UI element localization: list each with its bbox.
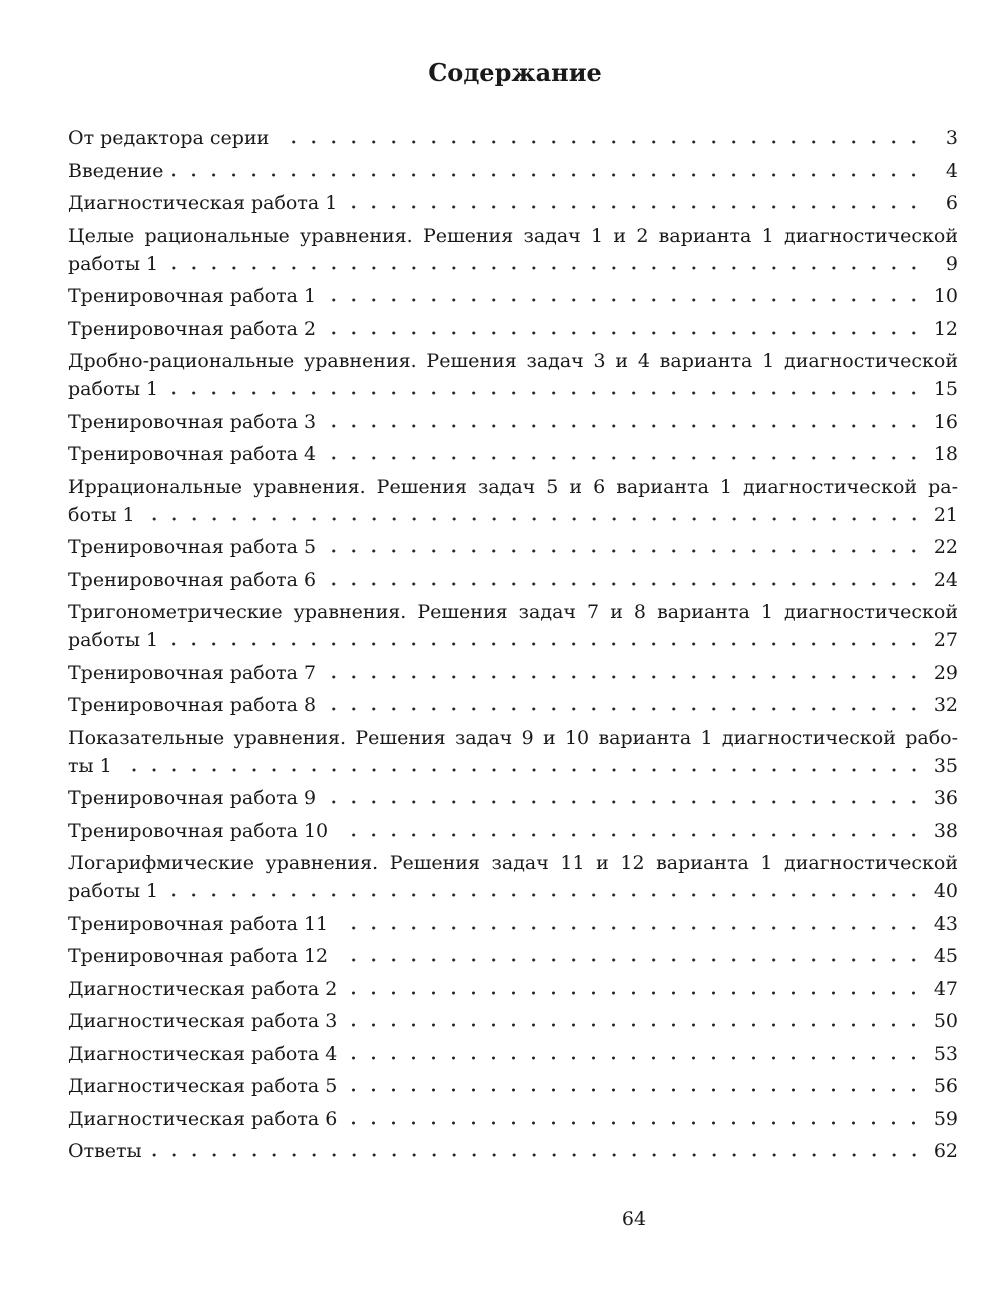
toc-entry-page: 47: [933, 977, 958, 1000]
dot-leader: [324, 298, 924, 302]
toc-entry-line: [68, 1072, 958, 1100]
toc-entry-title: работы 1: [68, 629, 159, 651]
toc-entry[interactable]: [68, 598, 958, 654]
toc-entry-line: [68, 375, 958, 403]
toc-entry-title: Введение: [68, 159, 164, 182]
toc-entry-line: [68, 250, 958, 278]
dot-leader: [150, 1153, 924, 1157]
toc-entry-line: [68, 1007, 958, 1035]
toc-entry-title: Тренировочная работа 10: [68, 819, 329, 842]
toc-entry-line: [68, 533, 958, 561]
toc-entry-page: 59: [933, 1107, 958, 1130]
toc-entry[interactable]: [68, 473, 958, 529]
toc-entry[interactable]: [68, 1007, 958, 1035]
toc-entry-page: 35: [933, 754, 958, 777]
toc-entry-title-line: Дробно-рациональные уравнения. Решения задач 3 и 4 варианта 1 диагностической: [68, 350, 958, 372]
toc-entry-page: 40: [933, 880, 958, 902]
dot-leader: [336, 833, 924, 837]
toc-entry-page: 10: [933, 285, 958, 307]
toc-entry-page: 4: [945, 159, 958, 182]
dot-leader: [166, 266, 924, 270]
toc-entry-line: [68, 501, 958, 529]
toc-entry[interactable]: [68, 975, 958, 1003]
toc-entry-page: 45: [933, 945, 958, 967]
dot-leader: [324, 675, 924, 679]
toc-entry-title: Тренировочная работа 6: [68, 568, 317, 591]
dot-leader: [324, 582, 924, 586]
toc-entry[interactable]: [68, 691, 958, 719]
toc-entry-page: 22: [933, 536, 958, 558]
toc-entry-title: Диагностическая работа 4: [68, 1042, 338, 1065]
toc-entry-title: работы 1: [68, 880, 159, 902]
table-of-contents: [68, 124, 958, 1170]
toc-entry-title: Тренировочная работа 2: [68, 317, 317, 340]
toc-entry-page: 12: [933, 317, 958, 340]
toc-entry-title: Тренировочная работа 9: [68, 787, 317, 809]
toc-entry-page: 24: [933, 568, 958, 591]
toc-entry[interactable]: [68, 189, 958, 217]
toc-entry-title: Тренировочная работа 8: [68, 694, 317, 716]
page-number: 64: [621, 1208, 647, 1230]
toc-entry-page: 50: [933, 1010, 958, 1032]
toc-entry-page: 6: [945, 192, 958, 214]
toc-entry-line: [68, 877, 958, 905]
toc-entry-title: Диагностическая работа 1: [68, 192, 338, 214]
toc-entry-line: [68, 752, 958, 780]
toc-entry-line: [68, 784, 958, 812]
toc-entry-title: Тренировочная работа 7: [68, 661, 317, 684]
toc-entry-page: 15: [933, 378, 958, 400]
dot-leader: [166, 642, 924, 646]
toc-entry-title-line: Логарифмические уравнения. Решения задач 11 и 12 варианта 1 диагностической: [68, 852, 958, 874]
dot-leader: [143, 517, 924, 521]
dot-leader: [324, 549, 924, 553]
dot-leader: [120, 768, 924, 772]
toc-entry[interactable]: [68, 784, 958, 812]
toc-entry-title: боты 1: [68, 503, 135, 526]
toc-entry[interactable]: [68, 157, 958, 185]
dot-leader: [336, 958, 924, 962]
dot-leader: [345, 205, 924, 209]
toc-entry-line: [68, 408, 958, 436]
toc-entry[interactable]: [68, 910, 958, 938]
dot-leader: [324, 331, 924, 335]
toc-entry-title: Диагностическая работа 2: [68, 977, 338, 1000]
dot-leader: [277, 140, 924, 144]
dot-leader: [345, 1056, 923, 1060]
toc-entry-page: 62: [933, 1140, 958, 1162]
toc-entry-page: 53: [933, 1042, 958, 1065]
toc-entry[interactable]: [68, 849, 958, 905]
toc-entry-title: Тренировочная работа 5: [68, 536, 317, 558]
toc-entry[interactable]: [68, 533, 958, 561]
toc-entry-title: Тренировочная работа 3: [68, 410, 317, 433]
toc-entry-page: 29: [933, 661, 958, 684]
dot-leader: [324, 707, 924, 711]
toc-entry-line: [68, 626, 958, 654]
toc-entry-title-line: Показательные уравнения. Решения задач 9 и 10 варианта 1 диагностической рабо-: [68, 726, 958, 749]
dot-leader: [324, 424, 924, 428]
toc-entry-title: Тренировочная работа 1: [68, 285, 317, 307]
toc-entry-title-line: Целые рациональные уравнения. Решения задач 1 и 2 варианта 1 диагностической: [68, 224, 958, 247]
toc-entry-line: [68, 910, 958, 938]
toc-entry[interactable]: [68, 315, 958, 343]
toc-entry-line: [68, 157, 958, 185]
toc-entry-title: Диагностическая работа 3: [68, 1010, 338, 1032]
toc-entry-title: От редактора серии: [68, 127, 270, 149]
toc-entry[interactable]: [68, 222, 958, 278]
toc-entry-title: Тренировочная работа 12: [68, 945, 329, 967]
toc-entry-page: 16: [933, 410, 958, 433]
toc-entry-line: [68, 189, 958, 217]
toc-entry-line: [68, 691, 958, 719]
toc-entry-page: 3: [945, 127, 958, 149]
dot-leader: [345, 1023, 923, 1027]
toc-entry[interactable]: [68, 1072, 958, 1100]
toc-entry-page: 18: [933, 443, 958, 465]
dot-leader: [171, 173, 924, 177]
toc-entry-page: 27: [933, 629, 958, 651]
dot-leader: [336, 926, 924, 930]
toc-entry[interactable]: [68, 566, 958, 594]
toc-entry[interactable]: [68, 282, 958, 310]
toc-entry-line: [68, 124, 958, 152]
toc-entry-page: 38: [933, 819, 958, 842]
toc-entry-page: 9: [945, 252, 958, 275]
dot-leader: [345, 991, 923, 995]
toc-entry-title: работы 1: [68, 378, 159, 400]
toc-entry-line: [68, 315, 958, 343]
toc-entry-page: 32: [933, 694, 958, 716]
toc-entry-line: [68, 975, 958, 1003]
toc-entry-line: [68, 440, 958, 468]
toc-entry-line: [68, 1105, 958, 1133]
toc-entry-title-line: Тригонометрические уравнения. Решения задач 7 и 8 варианта 1 диагностической: [68, 601, 958, 623]
dot-leader: [166, 893, 924, 897]
toc-entry-line: [68, 1040, 958, 1068]
toc-entry-title: Тренировочная работа 11: [68, 912, 329, 935]
toc-entry-line: [68, 282, 958, 310]
dot-leader: [166, 391, 924, 395]
toc-entry-title: ты 1: [68, 754, 112, 777]
toc-entry[interactable]: [68, 659, 958, 687]
toc-entry[interactable]: [68, 942, 958, 970]
toc-entry-line: [68, 659, 958, 687]
toc-entry[interactable]: [68, 1137, 958, 1165]
toc-entry-line: [68, 942, 958, 970]
toc-entry-title: Диагностическая работа 5: [68, 1075, 338, 1097]
dot-leader: [345, 1121, 923, 1125]
toc-entry-page: 43: [933, 912, 958, 935]
toc-entry[interactable]: [68, 724, 958, 780]
dot-leader: [345, 1088, 923, 1092]
toc-entry-line: [68, 1137, 958, 1165]
dot-leader: [324, 800, 924, 804]
toc-entry[interactable]: [68, 1105, 958, 1133]
toc-entry-title-line: Иррациональные уравнения. Решения задач 5 и 6 варианта 1 диагностической ра-: [68, 475, 958, 498]
toc-entry-title: Диагностическая работа 6: [68, 1107, 338, 1130]
toc-entry[interactable]: [68, 408, 958, 436]
page-title: Содержание: [428, 58, 602, 87]
toc-entry-title: Тренировочная работа 4: [68, 443, 317, 465]
toc-entry[interactable]: [68, 347, 958, 403]
dot-leader: [324, 456, 924, 460]
toc-entry[interactable]: [68, 817, 958, 845]
toc-entry-page: 21: [933, 503, 958, 526]
toc-entry[interactable]: [68, 1040, 958, 1068]
toc-entry-line: [68, 566, 958, 594]
toc-entry-page: 36: [933, 787, 958, 809]
toc-entry-title: Ответы: [68, 1140, 142, 1162]
toc-entry-line: [68, 817, 958, 845]
toc-entry[interactable]: [68, 124, 958, 152]
toc-entry[interactable]: [68, 440, 958, 468]
toc-entry-title: работы 1: [68, 252, 159, 275]
toc-entry-page: 56: [933, 1075, 958, 1097]
